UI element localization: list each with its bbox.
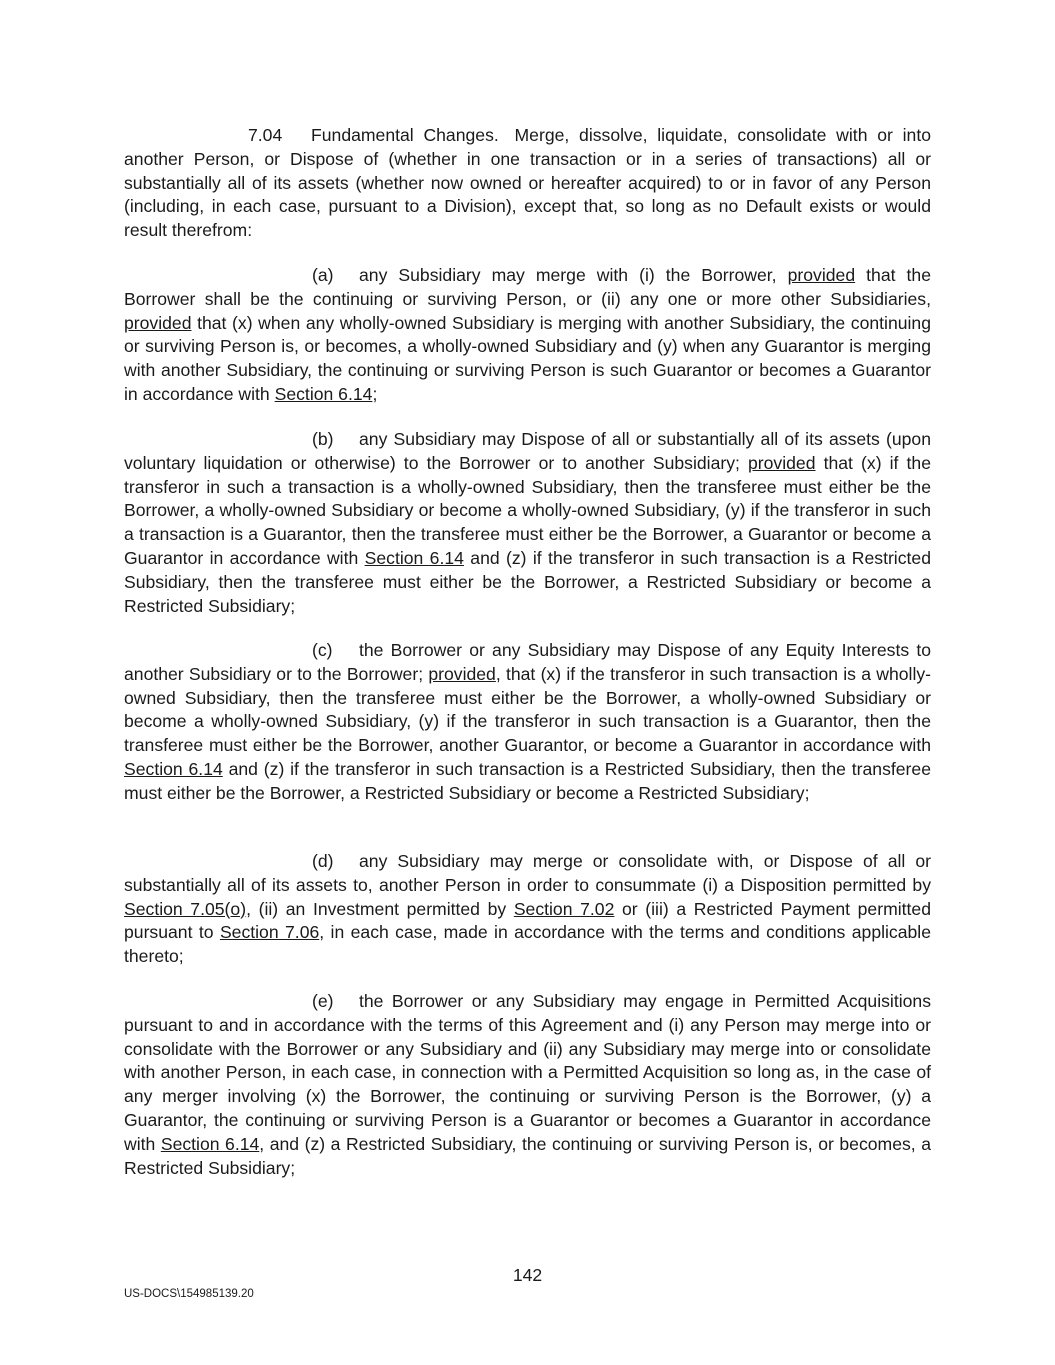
clause-b-text-3: and (z) if the transferor in such transaction is a Restricted Subsidiary, then the transferee must either be the Borrower, a Restricted Subsidiary or become a Restricted Subsidiary; — [124, 547, 931, 616]
clause-a-text-4: ; — [372, 383, 378, 404]
clause-d-text-3: or (iii) a Restricted Payment permitted pursuant to — [124, 898, 931, 943]
clause-a-paragraph — [124, 264, 931, 407]
section-title: Fundamental Changes. — [311, 125, 499, 145]
clause-d-section-ref-1: Section 7.05(o) — [124, 898, 247, 919]
clause-c-paragraph — [124, 639, 931, 806]
clause-d-text-4: , in each case, made in accordance with the terms and conditions applicable thereto; — [124, 922, 931, 967]
clause-e-section-ref: Section 6.14 — [160, 1133, 260, 1154]
clause-b-provided: provided — [748, 452, 816, 473]
clause-d-text-1: any Subsidiary may merge or consolidate with, or Dispose of all or substantially all of its assets to, another Person in order to consummate (i) a Disposition permitted by — [124, 851, 931, 895]
clause-c-text-1: the Borrower or any Subsidiary may Dispose of any Equity Interests to another Subsidiary or to the Borrower; — [124, 640, 931, 684]
clause-b-text-2: that (x) if the transferor in such a transaction is a wholly-owned Subsidiary, then the transferee must either be the Borrower, a wholly-owned Subsidiary or become a wholly-owned Subsidiary, (y) if the transferor in such a transaction is a Guarantor, then the transferee must either be the Borrower, a Guarantor or become a Guarantor in accordance with — [124, 452, 931, 568]
clause-e-text-2: , and (z) a Restricted Subsidiary, the continuing or surviving Person is, or becomes, a Restricted Subsidiary; — [124, 1133, 931, 1178]
clause-e-text-1: the Borrower or any Subsidiary may engage in Permitted Acquisitions pursuant to and in accordance with the terms of this Agreement and (i) any Person may merge into or consolidate with the Borrower or any Subsidiary and (ii) any Subsidiary may merge into or consolidate with another Person, in each case, in connection with a Permitted Acquisition so long as, in the case of any merger involving (x) the Borrower, the continuing or surviving Person is the Borrower, (y) a Guarantor, the continuing or surviving Person is a Guarantor or becomes a Guarantor in accordance with — [124, 991, 931, 1154]
clause-a-label: (a) — [312, 265, 334, 285]
clause-d-label: (d) — [312, 851, 334, 871]
clause-b-text-1: any Subsidiary may Dispose of all or substantially all of its assets (upon voluntary liquidation or otherwise) to the Borrower or to another Subsidiary; — [124, 429, 931, 473]
clause-d-section-ref-2: Section 7.02 — [513, 898, 615, 919]
clause-c-section-ref: Section 6.14 — [124, 758, 223, 779]
clause-c-label: (c) — [312, 640, 333, 660]
clause-c-text-2: , that (x) if the transferor in such transaction is a wholly-owned Subsidiary, then the transferee must either be the Borrower, a wholly-owned Subsidiary or become a wholly-owned Subsidiary, (y) if the transferor in such transaction is a Guarantor, then the transferee must either be the Borrower, another Guarantor, or become a Guarantor in accordance with — [124, 663, 932, 756]
clause-a-text-2: that the Borrower shall be the continuing or surviving Person, or (ii) any one or more other Subsidiaries, — [124, 265, 931, 309]
clause-a-provided-2: provided — [124, 312, 192, 333]
clause-d-paragraph — [124, 850, 931, 969]
page-number: 142 — [512, 1265, 543, 1285]
clause-a-text-1: any Subsidiary may merge with (i) the Borrower, — [359, 265, 788, 285]
clause-e-paragraph — [124, 990, 931, 1180]
clause-d-text-2: , (ii) an Investment permitted by — [246, 898, 514, 919]
clause-e-label: (e) — [312, 991, 334, 1011]
document-id: US-DOCS\154985139.20 — [124, 1288, 254, 1300]
clause-c-text-3: and (z) if the transferor in such transaction is a Restricted Subsidiary, then the transferee must either be the Borrower, a Restricted Subsidiary or become a Restricted Subsidiary; — [124, 758, 931, 803]
section-7-04-paragraph — [124, 124, 931, 243]
clause-a-section-ref: Section 6.14 — [274, 383, 373, 404]
section-intro-text: Merge, dissolve, liquidate, consolidate with or into another Person, or Dispose of (whether in one transaction or in a series of transactions) all or substantially all of its assets (whether now owned or hereafter acquired) to or in favor of any Person (including, in each case, pursuant to a Division), except that, so long as no Default exists or would result therefrom: — [124, 125, 931, 241]
clause-c-provided: provided — [428, 663, 496, 684]
clause-a-provided-1: provided — [787, 265, 856, 285]
clause-a-text-3: that (x) when any wholly-owned Subsidiary is merging with another Subsidiary, the continuing or surviving Person is, or becomes, a wholly-owned Subsidiary and (y) when any Guarantor is merging with another Subsidiary, the continuing or surviving Person is such Guarantor or becomes a Guarantor in accordance with — [124, 312, 931, 404]
clause-b-label: (b) — [312, 429, 334, 449]
clause-b-section-ref: Section 6.14 — [364, 547, 464, 568]
section-number: 7.04 — [248, 125, 283, 145]
clause-d-section-ref-3: Section 7.06 — [219, 922, 320, 943]
clause-b-paragraph — [124, 428, 931, 618]
